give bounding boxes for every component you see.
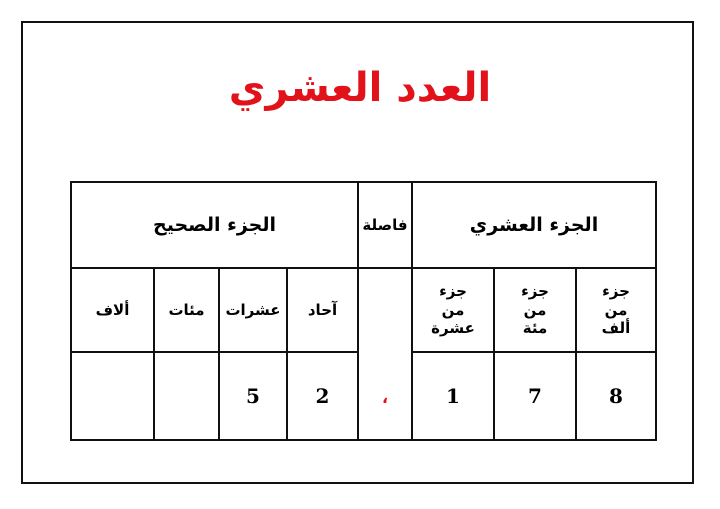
column-hundreds: مئات [155,269,220,353]
decimal-comma: ، [381,387,389,407]
header-separator: فاصلة [359,183,413,269]
value-thousandths: 8 [577,353,657,441]
header-decimal-part: الجزء العشري [413,183,657,269]
column-thousands: ألاف [72,269,155,353]
column-tenths: جزء من عشرة [413,269,495,353]
value-tens: 5 [220,353,288,441]
separator-cell [359,269,413,441]
column-units: آحاد [288,269,359,353]
value-hundredths: 7 [495,353,577,441]
column-tens: عشرات [220,269,288,353]
value-tenths: 1 [413,353,495,441]
value-units: 2 [288,353,359,441]
value-hundreds [155,353,220,441]
page-title: العدد العشري [228,65,492,111]
place-value-table [70,181,657,441]
header-integer-part: الجزء الصحيح [72,183,359,269]
value-thousands [72,353,155,441]
column-thousandths: جزء من ألف [577,269,657,353]
column-hundredths: جزء من مئة [495,269,577,353]
